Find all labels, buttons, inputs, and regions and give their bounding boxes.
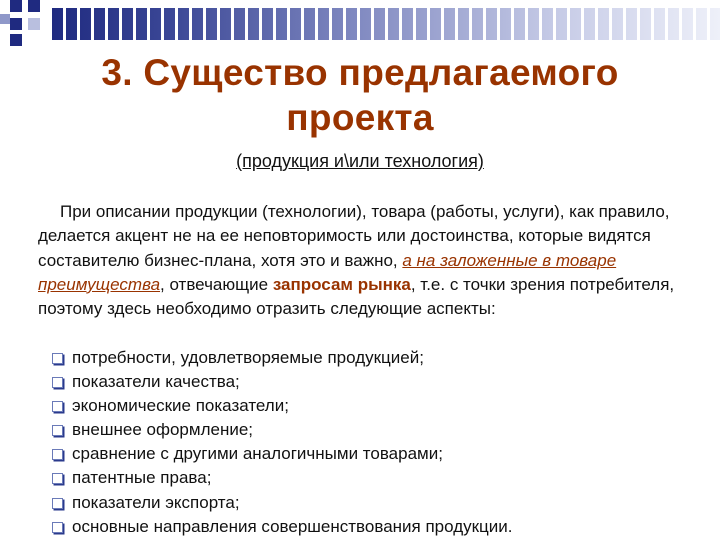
slide-subtitle [0, 150, 720, 172]
market-demand-emphasis: запросам рынка [272, 274, 411, 294]
body-text-part-3: , т.е. с точки зрения потребителя, поэтому здесь необходимо отразить следующие аспекты: [38, 274, 675, 319]
square-bullet-icon [52, 353, 63, 364]
corner-decoration [0, 0, 50, 50]
list-item-text: экономические показатели; [72, 396, 289, 416]
square-bullet-icon [52, 425, 63, 436]
square-bullet-icon [52, 377, 63, 388]
body-text-part-2: , отвечающие [160, 274, 273, 294]
slide-title [40, 50, 680, 140]
list-item [50, 515, 700, 539]
square-bullet-icon [52, 522, 63, 533]
list-item-text: внешнее оформление; [72, 420, 254, 440]
list-item-text: патентные права; [72, 468, 212, 488]
title-line-1: 3. Существо предлагаемого [101, 52, 619, 93]
list-item [50, 418, 700, 442]
list-item-text: сравнение с другими аналогичными товарами; [72, 444, 443, 464]
square-bullet-icon [52, 473, 63, 484]
body-text-part-1: При описании продукции (технологии), товара (работы, услуги), как правило, делается акцент не на ее неповторимость или достоинства, которые видятся составителю бизнес-плана, хотя это и важно, [38, 202, 670, 270]
list-item [50, 370, 700, 394]
square-bullet-icon [52, 401, 63, 412]
list-item [50, 394, 700, 418]
advantages-link[interactable]: а на заложенные в товаре преимущества [38, 250, 617, 294]
list-item [50, 442, 700, 466]
list-item-text: потребности, удовлетворяемые продукцией; [72, 348, 424, 367]
title-line-2: проекта [286, 97, 434, 138]
list-item [50, 346, 700, 370]
list-item-text: показатели качества; [72, 372, 240, 392]
subtitle-text: (продукция и\или технология) [236, 151, 484, 171]
square-bullet-icon [52, 449, 63, 460]
body-paragraph [38, 200, 700, 321]
list-item [50, 491, 700, 515]
header-stripes [52, 8, 720, 40]
list-item [50, 466, 700, 490]
square-bullet-icon [52, 498, 63, 509]
list-item-text: основные направления совершенствования продукции. [72, 516, 513, 536]
aspects-list [50, 346, 700, 539]
list-item-text: показатели экспорта; [72, 492, 240, 512]
